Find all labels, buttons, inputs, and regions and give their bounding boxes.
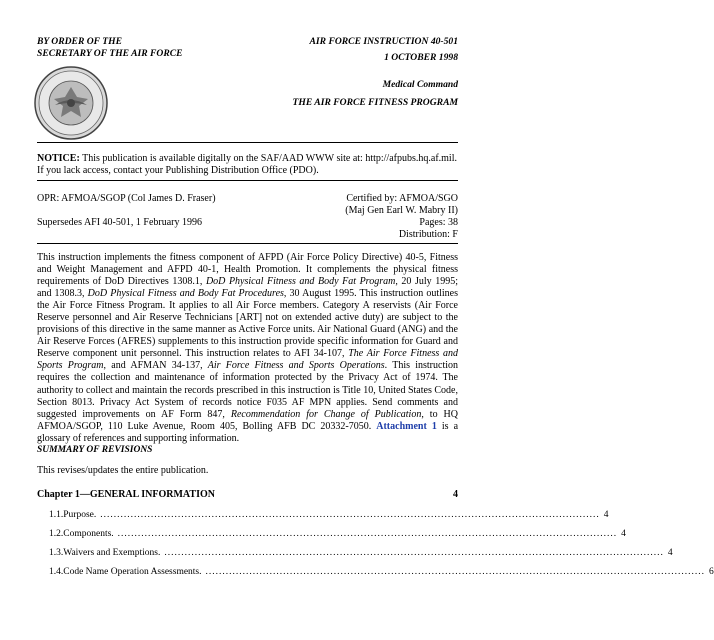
notice xyxy=(37,153,458,177)
certified-by: Certified by: AFMOA/SGO xyxy=(346,193,458,204)
notice-label: NOTICE: xyxy=(37,153,80,164)
header-left-line1: BY ORDER OF THE xyxy=(37,36,123,47)
air-force-seal-icon xyxy=(33,65,109,141)
distribution: Distribution: F xyxy=(398,229,458,240)
supersedes: Supersedes AFI 40-501, 1 February 1996 xyxy=(37,217,202,228)
purpose-paragraph: This instruction implements the fitness component of AFPD (Air Force Policy Directive) 40-5, Fitness and Weight Management and AFPD 40-1, Health Promotion. It complements the physical fitness requirements of DoD Directives 1308.1, DoD Physical Fitness and Body Fat Program, 20 July 1995; and 1308.3, DoD Physical Fitness and Body Fat Procedures, 30 August 1995. This instruction outlines the Air Force Fitness Program. It applies to all Air Force members. Category A reservists (Air Force Reserve personnel and Air Reserve Technicians [ART] not on extended active duty) are subject to the provisions of this directive in the same manner as Active Force units. Air National Guard (ANG) and the Air Reserve Forces (AFRES) supplements to this instruction provide specific information for Guard and Reserve component unit personnel. This instruction relates to AFI 34-107, The Air Force Fitness and Sports Program, and AFMAN 34-137, Air Force Fitness and Sports Operations. This instruction requires the collection and maintenance of information protected by the Privacy Act of 1974. The authority to collect and maintain the records prescribed in this instruction is Title 10, United States Code, Section 8013. Privacy Act System of records notice F035 AF MPN applies. Send comments and suggested improvements on AF Form 847, Recommendation for Change of Publication, to HQ AFMOA/SGOP, 110 Luke Avenue, Room 405, Bolling AFB DC 20332-7050. Attachment 1 is a glossary of references and supporting information. xyxy=(37,252,459,444)
page-count: Pages: 38 xyxy=(419,217,458,228)
summary-text: This revises/updates the entire publication. xyxy=(37,465,209,476)
toc-chapter-title: Chapter 1—GENERAL INFORMATION xyxy=(37,489,215,500)
notice-line1: This publication is available digitally on the SAF/AAD WWW site at: http://afpubs.hq.af.mil. xyxy=(82,153,457,164)
command-name: Medical Command xyxy=(382,79,458,90)
toc-item[interactable]: 1.3. Waivers and Exemptions. .................................................................................................................................................... 4 xyxy=(49,548,673,558)
issuing-authority xyxy=(37,36,183,60)
notice-line2: If you lack access, contact your Publishing Distribution Office (PDO). xyxy=(37,165,319,177)
attachment-1-link[interactable]: Attachment 1 xyxy=(376,420,437,432)
toc-item[interactable]: 1.2. Components. .................................................................................................................................................... 4 xyxy=(49,529,626,539)
publication-date: 1 OCTOBER 1998 xyxy=(384,52,458,63)
program-title: THE AIR FORCE FITNESS PROGRAM xyxy=(292,97,458,108)
opr: OPR: AFMOA/SGOP (Col James D. Fraser) xyxy=(37,193,216,204)
toc-chapter-page: 4 xyxy=(453,489,458,500)
certification xyxy=(345,193,458,241)
toc-item[interactable]: 1.4. Code Name Operation Assessments. .................................................................................................................................................... 6 xyxy=(49,567,714,577)
toc-item[interactable]: 1.1. Purpose. .................................................................................................................................................... 4 xyxy=(49,510,609,520)
toc-chapter-1[interactable] xyxy=(37,489,458,500)
certified-name: (Maj Gen Earl W. Mabry II) xyxy=(345,205,458,216)
instruction-number: AIR FORCE INSTRUCTION 40-501 xyxy=(309,36,458,47)
header-left-line2: SECRETARY OF THE AIR FORCE xyxy=(37,48,183,59)
publication-id xyxy=(310,36,458,64)
summary-title: SUMMARY OF REVISIONS xyxy=(37,445,153,455)
